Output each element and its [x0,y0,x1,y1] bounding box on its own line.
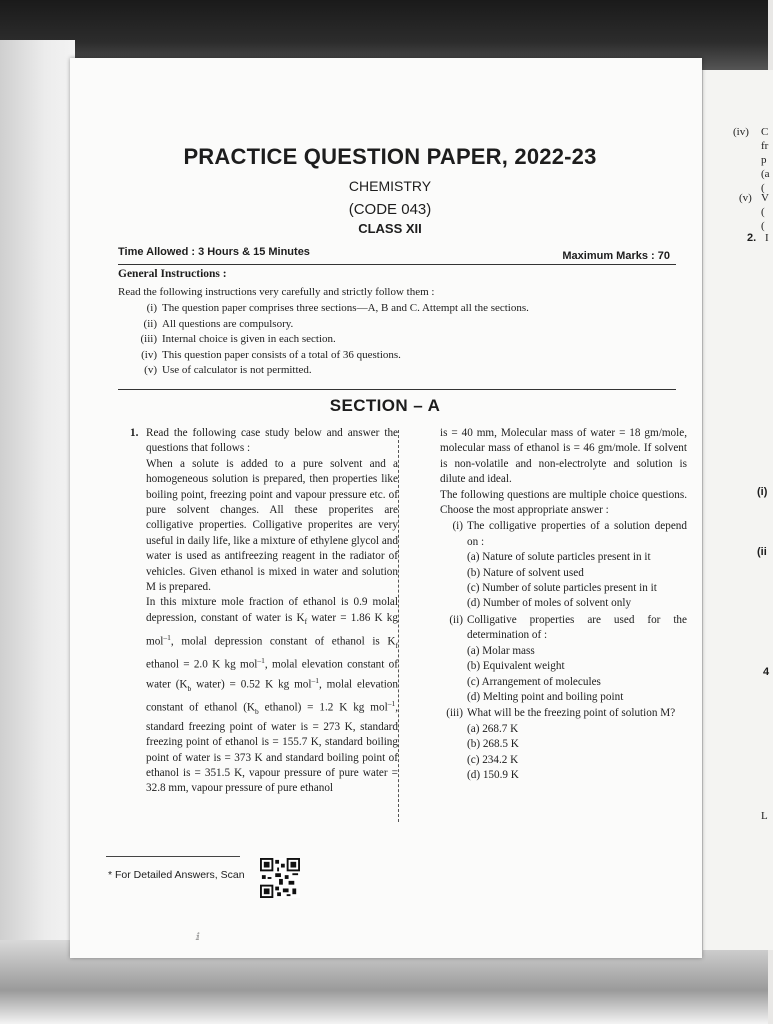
answer-option: (a) Nature of solute particles present in it [467,551,651,564]
background-left [0,40,75,1000]
divider-line [118,264,676,265]
divider-line [118,389,676,390]
section-title: SECTION – A [329,396,441,415]
adjacent-page-text: (ii [757,546,767,558]
column-divider [398,430,399,822]
answer-option: (c) Arrangement of molecules [467,675,601,688]
instruction-item: (v) Use of calculator is not permitted. [144,364,312,377]
answer-option: (c) Number of solute particles present in it [467,582,657,595]
answer-option: (c) 234.2 K [467,753,519,766]
adjacent-page-text: (i) [757,486,768,498]
adjacent-page-text: 2. [747,232,757,244]
adjacent-page-text: ( [761,182,765,194]
instructions-list [135,301,529,379]
class-label: CLASS XII [358,221,422,236]
adjacent-page-text: p [761,154,767,166]
time-allowed: Time Allowed : 3 Hours & 15 Minutes [118,246,310,258]
adjacent-page-text: L [761,810,768,822]
footnote: * For Detailed Answers, Scan [108,869,245,881]
answer-option: (d) 150.9 K [467,768,519,781]
adjacent-page [702,70,773,950]
adjacent-page-text: ( [761,220,765,232]
instruction-item: (ii) All questions are compulsory. [143,317,294,330]
mcq-instruction: The following questions are multiple choice questions. Choose the most appropriate answer : [440,488,687,517]
answer-option: (b) Nature of solvent used [467,566,584,579]
case-study-paragraph: When a solute is added to a pure solvent and a homogeneous solution is prepared, then properties like boiling point, freezing point and vapour pressure etc. of pure solvent changes. All these properites are colligative properties. Colligative properites are very useful in daily life, like a mixture of ethylene glycol and water is used as antifreezing reagent in the radiator of vehicles. Given ethanol is mixed in water and solution M is prepared. [146,457,398,594]
answer-option: (d) Melting point and boiling point [467,690,624,703]
page-mark: ⅈ [196,932,200,943]
subject-name: CHEMISTRY [348,178,432,194]
answer-option: (d) Number of moles of solvent only [467,597,632,610]
sub-question: (iii) What will be the freezing point of solution M? [446,707,676,720]
question-intro: Read the following case study below and answer the questions that follows : [146,427,398,455]
qr-code-icon[interactable] [260,858,300,898]
instruction-item: (i) The question paper comprises three sections—A, B and C. Attempt all the sections. [146,302,529,314]
sub-question-text: Colligative properties are used for the determination of : [467,613,687,642]
instruction-item: (iii) Internal choice is given in each section. [140,333,336,346]
sub-question-text: What will be the freezing point of solution M? [467,707,676,720]
adjacent-page-text: fr [761,140,769,152]
sub-question: (ii) Colligative properties are used for the determination of : [449,613,687,642]
exam-info-bar [118,246,670,262]
answer-option: (a) Molar mass [467,644,535,657]
adjacent-page-text: ( [761,206,765,218]
page-title: PRACTICE QUESTION PAPER, 2022-23 [183,144,597,169]
adjacent-page-text: C [761,126,769,138]
case-study-paragraph: is = 40 mm, Molecular mass of water = 18 gm/mole, molecular mass of ethanol is = 46 gm/mole. If solvent is non-volatile and non-electrolyte and solution is dilute and ideal. [440,427,687,486]
adjacent-page-text: I [765,232,769,244]
footnote-rule [106,856,240,857]
question-number: 1. [130,427,139,439]
adjacent-page-text: 4 [763,666,770,678]
answer-option: (a) 268.7 K [467,722,519,735]
instructions-intro: Read the following instructions very carefully and strictly follow them : [118,286,435,298]
instructions-heading: General Instructions : [118,268,227,280]
instruction-item: (iv) This question paper consists of a total of 36 questions. [141,348,401,361]
subject-code: (CODE 043) [348,201,432,218]
adjacent-page-text: (a [761,168,770,180]
question-column-left [130,426,398,797]
adjacent-page-text: (iv) [733,126,749,138]
adjacent-page-text: (v) [739,192,752,204]
answer-option: (b) 268.5 K [467,738,519,751]
question-column-right [440,426,687,783]
question-paper-page [70,58,702,958]
case-study-data-paragraph: In this mixture mole fraction of ethanol is 0.9 molal depression, constant of water is $K_f$ water = 1.86 K kg mol$^{-1}$, molal depression constant of ethanol is $K_f$ ethanol = 2.0 K kg mol$^{-1}$, molal elevation constant of water ($K_b$ water) = 0.52 K kg mol$^{-1}$, molal elevation constant of ethanol ($K_b$ ethanol) = 1.2 K kg mol$^{-1}$, standard freezing point of water is = 273 K, standard freezing point of ethanol is = 155.7 K, standard boiling point of water is = 373 K and standard boiling point of ethanol is = 351.5 K, vapour pressure of pure water = 32.8 mm, vapour pressure of pure ethanol [146,596,398,795]
sub-question: (i) The colligative properties of a solution depend on : [452,520,687,548]
maximum-marks: Maximum Marks : 70 [562,250,670,262]
adjacent-page-text: V [761,192,769,204]
sub-question-text: The colligative properties of a solution depend on : [467,520,687,548]
answer-option: (b) Equivalent weight [467,660,565,673]
